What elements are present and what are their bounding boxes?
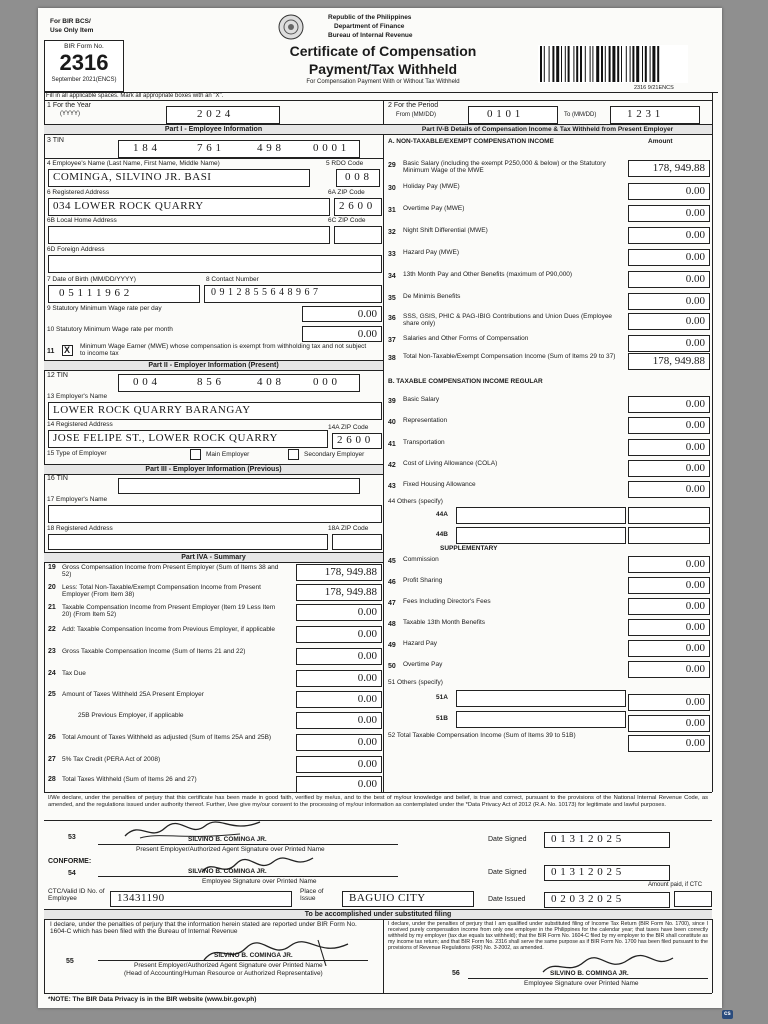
contact-value: 0 9 1 2 8 5 5 6 4 8 9 6 7: [211, 287, 319, 298]
non-taxable-item-value: 0.00: [685, 207, 705, 219]
supplementary-item-field[interactable]: [628, 619, 710, 636]
summary-item-value: 0.00: [357, 693, 377, 705]
ctc-value: 13431190: [117, 892, 165, 904]
tin3-seg4: 0 0 0 1: [313, 142, 347, 154]
summary-item-23-no: 23: [48, 648, 56, 655]
item44a-spec-field[interactable]: [456, 507, 626, 524]
item51a-label: 51A: [436, 694, 448, 701]
year-field[interactable]: [166, 106, 280, 124]
item-no: 41: [388, 441, 396, 448]
corner-badge: cs: [724, 1011, 731, 1017]
non-taxable-item-field[interactable]: [628, 227, 710, 244]
year-sub: (YYYY): [60, 111, 81, 117]
place-value: BAGUIO CITY: [349, 892, 426, 904]
item-label: Holiday Pay (MWE): [403, 183, 460, 190]
item-label: Representation: [403, 417, 448, 424]
rdo-label: 5 RDO Code: [326, 160, 364, 167]
emp-name-label: 4 Employee's Name (Last Name, First Name, Middle Name): [47, 160, 220, 167]
part3-header: Part III - Employer Information (Previous): [44, 464, 383, 475]
item-no: 49: [388, 642, 396, 649]
part1-header: Part I - Employee Information: [44, 124, 383, 135]
place-label: Place of Issue: [300, 888, 324, 903]
supplementary-item-field[interactable]: [628, 640, 710, 657]
secondary-employer-checkbox[interactable]: [288, 449, 299, 460]
registered-address-value: 034 LOWER ROCK QUARRY: [53, 200, 204, 212]
item51b-field[interactable]: [628, 715, 710, 732]
contact-field[interactable]: [204, 285, 382, 303]
taxable-item-field[interactable]: [628, 460, 710, 477]
employer-type-label: 15 Type of Employer: [47, 450, 107, 457]
secondary-employer-label: Secondary Employer: [304, 451, 365, 458]
form-no-label: BIR Form No.: [64, 43, 104, 50]
summary-item-value: 0.00: [357, 736, 377, 748]
summary-item-field[interactable]: [296, 648, 382, 665]
item51b-spec-field[interactable]: [456, 711, 626, 728]
period-from-value: 0 1 0 1: [487, 108, 521, 120]
amount-label: Amount: [648, 138, 673, 145]
part2-header: Part II - Employer Information (Present): [44, 360, 383, 371]
sig55-name: SILVINO B. COMINGA JR.: [214, 952, 293, 959]
supplementary-item-value: 0.00: [685, 600, 705, 612]
sig53-no: 53: [68, 834, 76, 841]
employee-tin-field[interactable]: [118, 140, 360, 158]
form-title-1: Certificate of Compensation: [289, 43, 477, 59]
item-label: Hazard Pay: [403, 640, 437, 647]
supplementary-item-field[interactable]: [628, 577, 710, 594]
taxable-item-field[interactable]: [628, 481, 710, 498]
taxable-item-field[interactable]: [628, 439, 710, 456]
bir-seal-icon: [278, 14, 304, 40]
item-no: 50: [388, 663, 396, 670]
summary-item-20-no: 20: [48, 584, 56, 591]
form-subtitle: For Compensation Payment With or Without Tax Withheld: [306, 79, 460, 85]
part4a-header: Part IVA - Summary: [44, 552, 383, 563]
summary-item-value: 0.00: [357, 606, 377, 618]
item-no: 29: [388, 162, 396, 169]
mwe-checkbox[interactable]: [62, 345, 73, 356]
prev-employer-name-field[interactable]: [48, 505, 382, 523]
others44-label: 44 Others (specify): [388, 498, 443, 505]
summary-item-27-no: 27: [48, 756, 56, 763]
supplementary-item-value: 0.00: [685, 642, 705, 654]
non-taxable-item-value: 178, 949.88: [652, 162, 705, 174]
item-no: 31: [388, 207, 396, 214]
item-label: Commission: [403, 556, 439, 563]
main-employer-checkbox[interactable]: [190, 449, 201, 460]
tin3-seg3: 4 9 8: [257, 142, 282, 154]
bureau-text: Bureau of Internal Revenue: [328, 32, 413, 39]
summary-item-value: 178, 949.88: [324, 566, 377, 578]
item-label: Overtime Pay: [403, 661, 443, 668]
summary-item-label: 25B Previous Employer, if applicable: [78, 712, 184, 719]
tin3-seg1: 1 8 4: [133, 142, 158, 154]
part4b-header: Part IV-B Details of Compensation Income & Tax Withheld from Present Employer: [383, 124, 712, 135]
non-taxable-item-field[interactable]: [628, 205, 710, 222]
non-taxable-item-value: 0.00: [685, 251, 705, 263]
registered-address-field[interactable]: [48, 198, 330, 216]
item-no: 43: [388, 483, 396, 490]
non-taxable-item-field[interactable]: [628, 335, 710, 352]
to-label: To (MM/DD): [564, 112, 597, 118]
non-taxable-item-value: 0.00: [685, 273, 705, 285]
summary-item-value: 0.00: [357, 672, 377, 684]
date-issued-label: Date Issued: [488, 896, 526, 903]
dob-label: 7 Date of Birth (MM/DD/YYYY): [47, 276, 136, 283]
summary-item-field[interactable]: [296, 776, 382, 793]
ctc-label: CTC/Valid ID No. of Employee: [48, 888, 105, 903]
summary-item-label: Total Amount of Taxes Withheld as adjusted (Sum of Items 25A and 25B): [62, 734, 272, 741]
summary-item-25-no: 25: [48, 691, 56, 698]
date54-field[interactable]: [544, 865, 670, 881]
non-taxable-item-value: 0.00: [685, 337, 705, 349]
item9-label: 9 Statutory Minimum Wage rate per day: [47, 305, 162, 312]
from-label: From (MM/DD): [396, 112, 436, 118]
item52-label: 52 Total Taxable Compensation Income (Sum of Items 39 to 51B): [388, 732, 576, 739]
summary-item-label: 5% Tax Credit (PERA Act of 2008): [62, 756, 161, 763]
left-declaration: I declare, under the penalties of perjury that the information herein stated are reported under BIR Form No. 1604-C which has been filed with the Bureau of Internal Revenue: [50, 921, 357, 936]
summary-item-26-no: 26: [48, 734, 56, 741]
zip6c-label: 6C ZIP Code: [328, 217, 366, 224]
taxable-item-value: 0.00: [685, 398, 705, 410]
summary-item-field[interactable]: [296, 756, 382, 773]
date-issued-field[interactable]: [544, 892, 670, 908]
tin16-label: 16 TIN: [47, 475, 68, 482]
sig56-name: SILVINO B. COMINGA JR.: [550, 970, 629, 977]
employer-name-field[interactable]: [48, 402, 382, 420]
non-taxable-item-field[interactable]: [628, 293, 710, 310]
non-taxable-item-value: 0.00: [685, 295, 705, 307]
main-employer-label: Main Employer: [206, 451, 250, 458]
item-label: Taxable 13th Month Benefits: [403, 619, 486, 626]
item51a-value: 0.00: [685, 696, 705, 708]
contact-label: 8 Contact Number: [206, 276, 259, 283]
summary-item-21-no: 21: [48, 604, 56, 611]
amount-paid-label: Amount paid, if CTC: [648, 882, 703, 888]
summary-item-19-no: 19: [48, 564, 56, 571]
item-label: 13th Month Pay and Other Benefits (maximum of P90,000): [403, 271, 573, 278]
sig56-caption: Employee Signature over Printed Name: [524, 980, 639, 987]
sig55-caption1: Present Employer/Authorized Agent Signature over Printed Name: [134, 962, 323, 969]
non-taxable-item-field[interactable]: [628, 353, 710, 370]
date54-label: Date Signed: [488, 869, 527, 876]
ctc-field[interactable]: [110, 891, 292, 907]
rdo-value: 0 0 8: [345, 171, 370, 183]
supplementary-item-value: 0.00: [685, 663, 705, 675]
tin12-seg2: 8 5 6: [197, 376, 222, 388]
item-label: Basic Salary (including the exempt P250,000 & below) or the Statutory Minimum Wage of the MWE: [403, 160, 606, 175]
supplementary-item-field[interactable]: [628, 556, 710, 573]
item-no: 38: [388, 355, 396, 362]
reg-addr-label: 6 Registered Address: [47, 189, 110, 196]
summary-item-label: Taxable Compensation Income from Present Employer (Item 19 Less Item 20) (From Item 52): [62, 604, 276, 619]
summary-item-field[interactable]: [296, 564, 382, 581]
barcode-code: 2316 9/21ENCS: [634, 85, 674, 91]
non-taxable-item-value: 0.00: [685, 229, 705, 241]
non-taxable-item-field[interactable]: [628, 183, 710, 200]
non-taxable-item-value: 0.00: [685, 315, 705, 327]
rdo-field[interactable]: [336, 169, 380, 187]
item44b-field[interactable]: [628, 527, 710, 544]
taxable-item-field[interactable]: [628, 417, 710, 434]
item-label: Cost of Living Allowance (COLA): [403, 460, 498, 467]
summary-item-field[interactable]: [296, 691, 382, 708]
summary-item-28-no: 28: [48, 776, 56, 783]
item52-field[interactable]: [628, 735, 710, 752]
non-taxable-item-field[interactable]: [628, 271, 710, 288]
item-label: Night Shift Differential (MWE): [403, 227, 488, 234]
date53-field[interactable]: [544, 832, 670, 848]
employer-address-field[interactable]: [48, 430, 328, 448]
item51b-label: 51B: [436, 715, 448, 722]
substituted-header: To be accomplished under substituted filing: [44, 909, 712, 920]
item-no: 32: [388, 229, 396, 236]
summary-item-value: 0.00: [357, 650, 377, 662]
employee-name-value: COMINGA, SILVINO JR. BASI: [53, 171, 212, 183]
item-no: 40: [388, 419, 396, 426]
prev-employer-tin-field[interactable]: [118, 478, 360, 494]
summary-item-24-no: 24: [48, 670, 56, 677]
taxable-item-value: 0.00: [685, 419, 705, 431]
employee-name-field[interactable]: [48, 169, 310, 187]
date-issued-value: 0 2 0 3 2 0 2 5: [551, 893, 622, 905]
supplementary-item-field[interactable]: [628, 598, 710, 615]
summary-item-field[interactable]: [296, 584, 382, 601]
republic-text: Republic of the Philippines: [328, 14, 412, 21]
item-label: De Minimis Benefits: [403, 293, 461, 300]
tin3-label: 3 TIN: [47, 137, 64, 144]
others51-label: 51 Others (specify): [388, 679, 443, 686]
zip18a-label: 18A ZIP Code: [328, 525, 369, 532]
item10-field[interactable]: [302, 326, 382, 342]
item10-value: 0.00: [357, 328, 377, 340]
prev-employer-address-field[interactable]: [48, 534, 328, 550]
summary-item-value: 0.00: [357, 628, 377, 640]
item-label: Basic Salary: [403, 396, 440, 403]
item44a-label: 44A: [436, 511, 448, 518]
period-from-field[interactable]: [468, 106, 558, 124]
item-no: 36: [388, 315, 396, 322]
item-label: Profit Sharing: [403, 577, 443, 584]
sig54-no: 54: [68, 870, 76, 877]
summary-item-label: Less: Total Non-Taxable/Exempt Compensation Income from Present Employer (From Item 38): [62, 584, 261, 599]
department-text: Department of Finance: [334, 23, 405, 30]
sig54-name: SILVINO B. COMINGA JR.: [188, 868, 267, 875]
zip14a-field[interactable]: [332, 433, 382, 449]
item44b-label: 44B: [436, 531, 448, 538]
conforme-label: CONFORME:: [48, 858, 92, 865]
dob-value: 0 5 1 1 1 9 6 2: [59, 287, 130, 299]
tin12-seg3: 4 0 8: [257, 376, 282, 388]
zip14a-value: 2 6 0 0: [337, 434, 371, 446]
date54-value: 0 1 3 1 2 0 2 5: [551, 866, 622, 878]
sig53-caption: Present Employer/Authorized Agent Signature over Printed Name: [136, 846, 325, 853]
year-label: 1 For the Year: [47, 102, 91, 109]
summary-item-label: Tax Due: [62, 670, 86, 677]
summary-item-value: 178, 949.88: [324, 586, 377, 598]
section-b-label: B. TAXABLE COMPENSATION INCOME REGULAR: [388, 378, 543, 385]
item51a-field[interactable]: [628, 694, 710, 711]
item-no: 42: [388, 462, 396, 469]
item-label: Overtime Pay (MWE): [403, 205, 465, 212]
item-no: 39: [388, 398, 396, 405]
section-a-label: A. NON-TAXABLE/EXEMPT COMPENSATION INCOME: [388, 138, 554, 145]
taxable-item-field[interactable]: [628, 396, 710, 413]
summary-item-label: Gross Taxable Compensation Income (Sum of Items 21 and 22): [62, 648, 246, 655]
fill-instructions: Fill in all applicable spaces. Mark all appropriate boxes with an "X".: [46, 93, 224, 99]
item11-label: Minimum Wage Earner (MWE) whose compensation is exempt from withholding tax and not subject to income tax: [80, 343, 367, 358]
use-only-label: Use Only Item: [50, 27, 94, 34]
zip14a-label: 14A ZIP Code: [328, 424, 369, 431]
item-label: SSS, GSIS, PHIC & PAG-IBIG Contributions and Union Dues (Employee share only): [403, 313, 613, 328]
sig53-name: SILVINO B. COMINGA JR.: [188, 836, 267, 843]
prev-employer-name-label: 17 Employer's Name: [47, 496, 108, 503]
supplementary-item-value: 0.00: [685, 558, 705, 570]
tin12-label: 12 TIN: [47, 372, 68, 379]
sig55-caption2: (Head of Accounting/Human Resource or Authorized Representative): [124, 970, 323, 977]
zip18a-field[interactable]: [332, 534, 382, 550]
period-label: 2 For the Period: [388, 102, 439, 109]
form-edition: September 2021(ENCS): [51, 77, 117, 83]
for-bir-label: For BIR BCS/: [50, 18, 91, 25]
employer-name-value: LOWER ROCK QUARRY BARANGAY: [53, 404, 251, 416]
amount-paid-field[interactable]: [674, 891, 712, 907]
non-taxable-item-value: 0.00: [685, 185, 705, 197]
item-no: 47: [388, 600, 396, 607]
item-no: 37: [388, 337, 396, 344]
item-no: 48: [388, 621, 396, 628]
summary-item-field[interactable]: [296, 734, 382, 751]
item44b-spec-field[interactable]: [456, 527, 626, 544]
form-title-2: Payment/Tax Withheld: [308, 61, 458, 77]
summary-item-label: Gross Compensation Income from Present Employer (Sum of Items 38 and 52): [62, 564, 279, 579]
supplementary-item-field[interactable]: [628, 661, 710, 678]
date53-label: Date Signed: [488, 836, 527, 843]
barcode-icon: [538, 45, 688, 83]
foreign-address-field[interactable]: [48, 255, 382, 273]
prev-employer-addr-label: 18 Registered Address: [47, 525, 113, 532]
tin12-seg4: 0 0 0: [313, 376, 338, 388]
foreign-addr-label: 6D Foreign Address: [47, 246, 105, 253]
non-taxable-item-field[interactable]: [628, 249, 710, 266]
item-label: Total Non-Taxable/Exempt Compensation Income (Sum of Items 29 to 37): [403, 353, 616, 360]
summary-item-value: 0.00: [357, 714, 377, 726]
taxable-item-value: 0.00: [685, 441, 705, 453]
item-no: 30: [388, 185, 396, 192]
non-taxable-item-field[interactable]: [628, 313, 710, 330]
item-no: 33: [388, 251, 396, 258]
item-label: Fees Including Director's Fees: [403, 598, 491, 605]
item-no: 35: [388, 295, 396, 302]
date53-value: 0 1 3 1 2 0 2 5: [551, 833, 622, 845]
year-value: 2 0 2 4: [197, 108, 231, 120]
item11-no: 11: [47, 348, 55, 355]
sig55-no: 55: [66, 958, 74, 965]
summary-item-label: Amount of Taxes Withheld 25A Present Employer: [62, 691, 204, 698]
summary-item-label: Add: Taxable Compensation Income from Previous Employer, if applicable: [62, 626, 276, 633]
period-to-value: 1 2 3 1: [627, 108, 661, 120]
taxable-item-value: 0.00: [685, 462, 705, 474]
local-address-field[interactable]: [48, 226, 330, 244]
right-declaration: I declare, under the penalties of perjury that I am qualified under substituted filing of Income Tax Return (BIR Form No. 1700), since I received purely compensation income from only one employer in the Philippines for the calendar year; that taxes have been correctly withheld by my employer (tax due equals tax withheld); that the BIR Form No. 1604-C filed by my employer to the BIR shall constitute as my income tax return; and that BIR Form No. 2316 shall serve the same purpose as if BIR Form No. 1700 has been filed pursuant to the provisions of Revenue Regulations (RR) No. 3-2002, as amended.: [388, 921, 708, 952]
item-no: 45: [388, 558, 396, 565]
supplementary-label: SUPPLEMENTARY: [440, 545, 498, 552]
tin12-seg1: 0 0 4: [133, 376, 158, 388]
item51a-spec-field[interactable]: [456, 690, 626, 707]
zip6c-field[interactable]: [334, 226, 382, 244]
zip6a-label: 6A ZIP Code: [328, 189, 365, 196]
non-taxable-item-field[interactable]: [628, 160, 710, 177]
employer-addr-label: 14 Registered Address: [47, 421, 113, 428]
form-sheet: [38, 8, 722, 1008]
supplementary-item-value: 0.00: [685, 579, 705, 591]
non-taxable-item-value: 178, 949.88: [652, 355, 705, 367]
summary-item-field[interactable]: [296, 604, 382, 621]
zip6a-value: 2 6 0 0: [339, 200, 373, 212]
item-label: Hazard Pay (MWE): [403, 249, 459, 256]
summary-item-value: 0.00: [357, 778, 377, 790]
tin3-seg2: 7 6 1: [197, 142, 222, 154]
employer-address-value: JOSE FELIPE ST., LOWER ROCK QUARRY: [53, 432, 278, 444]
item-no: 34: [388, 273, 396, 280]
bir-form-2316: [38, 8, 718, 1008]
item9-value: 0.00: [357, 308, 377, 320]
item9-field[interactable]: [302, 306, 382, 322]
footer-note: *NOTE: The BIR Data Privacy is in the BIR website (www.bir.gov.ph): [48, 996, 257, 1003]
dob-field[interactable]: [48, 285, 200, 303]
place-field[interactable]: [342, 891, 474, 907]
zip6a-field[interactable]: [334, 198, 382, 216]
item-label: Fixed Housing Allowance: [403, 481, 476, 488]
declaration-text: I/We declare, under the penalties of perjury that this certificate has been made in good faith, verified by me/us, and to the best of my/our knowledge and belief, is true and correct, pursuant to the provisions of the National Internal Revenue Code, as amended, and the regulations issued under authority thereof. Further, I/we give my/our consent to the processing of my/our information as contemplated under the *Data Privacy Act of 2012 (R.A. No. 10173) for legitimate and lawful purposes.: [48, 795, 708, 808]
sig56-no: 56: [452, 970, 460, 977]
summary-item-label: Total Taxes Withheld (Sum of Items 26 and 27): [62, 776, 197, 783]
summary-item-field[interactable]: [296, 626, 382, 643]
taxable-item-value: 0.00: [685, 483, 705, 495]
item44a-field[interactable]: [628, 507, 710, 524]
sig54-caption: Employee Signature over Printed Name: [202, 878, 317, 885]
item-label: Transportation: [403, 439, 445, 446]
employer-tin-field[interactable]: [118, 374, 360, 392]
mwe-check-mark: X: [64, 345, 71, 355]
item-no: 46: [388, 579, 396, 586]
item51b-value: 0.00: [685, 717, 705, 729]
summary-item-22-no: 22: [48, 626, 56, 633]
form-number: 2316: [59, 50, 109, 75]
employer-name-label: 13 Employer's Name: [47, 393, 108, 400]
summary-item-field[interactable]: [296, 670, 382, 687]
item10-label: 10 Statutory Minimum Wage rate per month: [47, 326, 173, 333]
item52-value: 0.00: [685, 737, 705, 749]
summary-item-field[interactable]: [296, 712, 382, 729]
summary-item-value: 0.00: [357, 758, 377, 770]
supplementary-item-value: 0.00: [685, 621, 705, 633]
item-label: Salaries and Other Forms of Compensation: [403, 335, 529, 342]
period-to-field[interactable]: [610, 106, 700, 124]
local-addr-label: 6B Local Home Address: [47, 217, 117, 224]
